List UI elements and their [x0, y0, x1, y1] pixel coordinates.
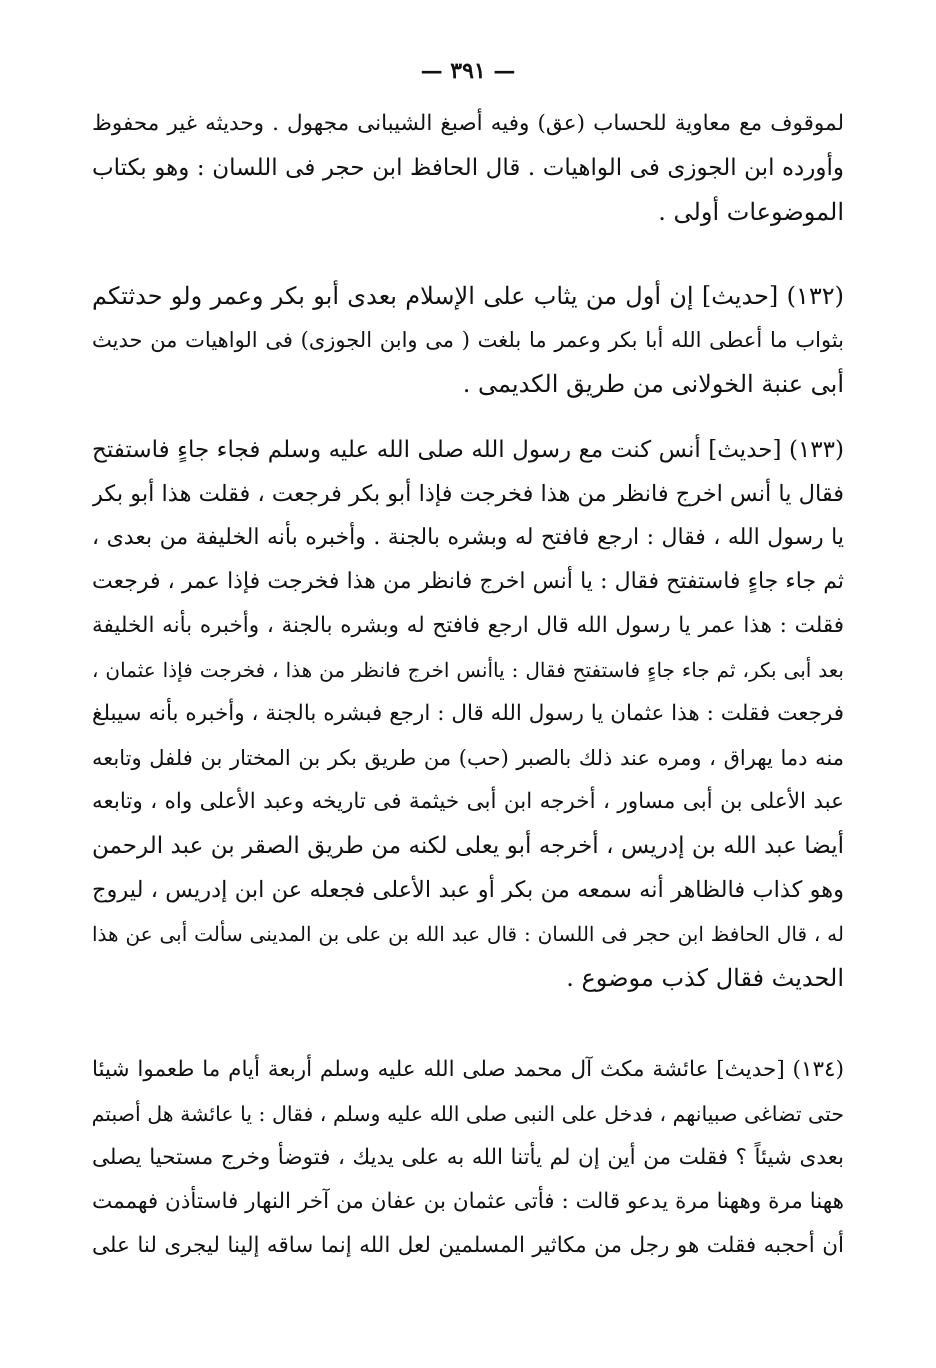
text-line: لموقوف مع معاوية للحساب (عق) وفيه أصبغ الشيبانى مجهول . وحديثه غير محفوظ: [92, 111, 844, 136]
hadith-entry-132: [92, 274, 844, 406]
text-line: ههنا مرة وههنا مرة يدعو قالت : فأتى عثمان بن عفان من آخر النهار فاستأذن فهممت: [92, 1189, 844, 1214]
hadith-entry-134: [92, 1048, 844, 1268]
text-line: يا رسول الله ، فقال : ارجع فافتح له وبشره بالجنة . وأخبره بأنه الخليفة من بعدى ،: [92, 525, 844, 550]
text-line: منه دما يهراق ، ومره عند ذلك بالصبر (حب) من طريق بكر بن المختار بن فلفل وتابعه: [92, 746, 844, 770]
text-line: بعدى شيئاً ؟ فقلت من أين إن لم يأتنا الله به على يديك ، فتوضأ وخرج مستحيا يصلى: [92, 1145, 844, 1170]
text-line: عبد الأعلى بن أبى مساور ، أخرجه ابن أبى خيثمة فى تاريخه وعبد الأعلى واه ، وتابعه: [92, 789, 844, 814]
text-line: وأورده ابن الجوزى فى الواهيات . قال الحافظ ابن حجر فى اللسان : وهو بكتاب: [92, 155, 844, 181]
hadith-entry-133: [92, 428, 844, 1000]
text-line: أن أحجبه فقلت هو رجل من مكاثير المسلمين لعل الله إنما ساقه إلينا ليجرى لنا على: [92, 1233, 844, 1258]
page-number: — ٣٩١ —: [420, 58, 516, 84]
paragraph-continuation: [92, 102, 844, 234]
text-line: فقال يا أنس اخرج فانظر من هذا فخرجت فإذا أبو بكر فرجعت ، فقلت هذا أبو بكر: [92, 481, 844, 507]
text-line: أيضا عبد الله بن إدريس ، أخرجه أبو يعلى لكنه من طريق الصقر بن عبد الرحمن: [92, 833, 844, 859]
text-line: (١٣٢) [حديث] إن أول من يثاب على الإسلام بعدى أبو بكر وعمر ولو حدثتكم: [92, 282, 844, 310]
text-line: فرجعت فقلت : هذا عثمان يا رسول الله قال : ارجع فبشره بالجنة ، وأخبره بأنه سيبلغ: [92, 701, 844, 726]
text-line: بعد أبى بكر، ثم جاء جاءٍ فاستفتح فقال : ياأنس اخرج فانظر من هذا ، فخرجت فإذا عثمان ،: [92, 658, 844, 682]
text-line: بثواب ما أعطى الله أبا بكر وعمر ما بلغت ( مى وابن الجوزى) فى الواهيات من حديث: [92, 328, 844, 352]
text-line: الحديث فقال كذب موضوع .: [566, 964, 844, 992]
text-line: له ، قال الحافظ ابن حجر فى اللسان : قال عبد الله بن على بن المدينى سألت أبى عن هذا: [92, 922, 844, 946]
text-line: الموضوعات أولى .: [658, 198, 844, 226]
text-line: وهو كذاب فالظاهر أنه سمعه من بكر أو عبد الأعلى فجعله عن ابن إدريس ، ليروج: [92, 877, 844, 903]
text-line: (١٣٣) [حديث] أنس كنت مع رسول الله صلى الله عليه وسلم فجاء جاءٍ فاستفتح: [92, 437, 844, 463]
text-line: (١٣٤) [حديث] عائشة مكث آل محمد صلى الله عليه وسلم أربعة أيام ما طعموا شيئا: [92, 1057, 844, 1082]
text-line: حتى تضاغى صبيانهم ، فدخل على النبى صلى الله عليه وسلم ، فقال : يا عائشة هل أصبتم: [92, 1102, 844, 1126]
text-line: أبى عنبة الخولانى من طريق الكديمى .: [462, 370, 844, 398]
text-line: فقلت : هذا عمر يا رسول الله قال ارجع فافتح له وبشره بالجنة ، وأخبره بأنه الخليفة: [92, 613, 844, 638]
text-line: ثم جاء جاءٍ فاستفتح فقال : يا أنس اخرج فانظر من هذا فخرجت فإذا عمر ، فرجعت: [92, 569, 844, 594]
